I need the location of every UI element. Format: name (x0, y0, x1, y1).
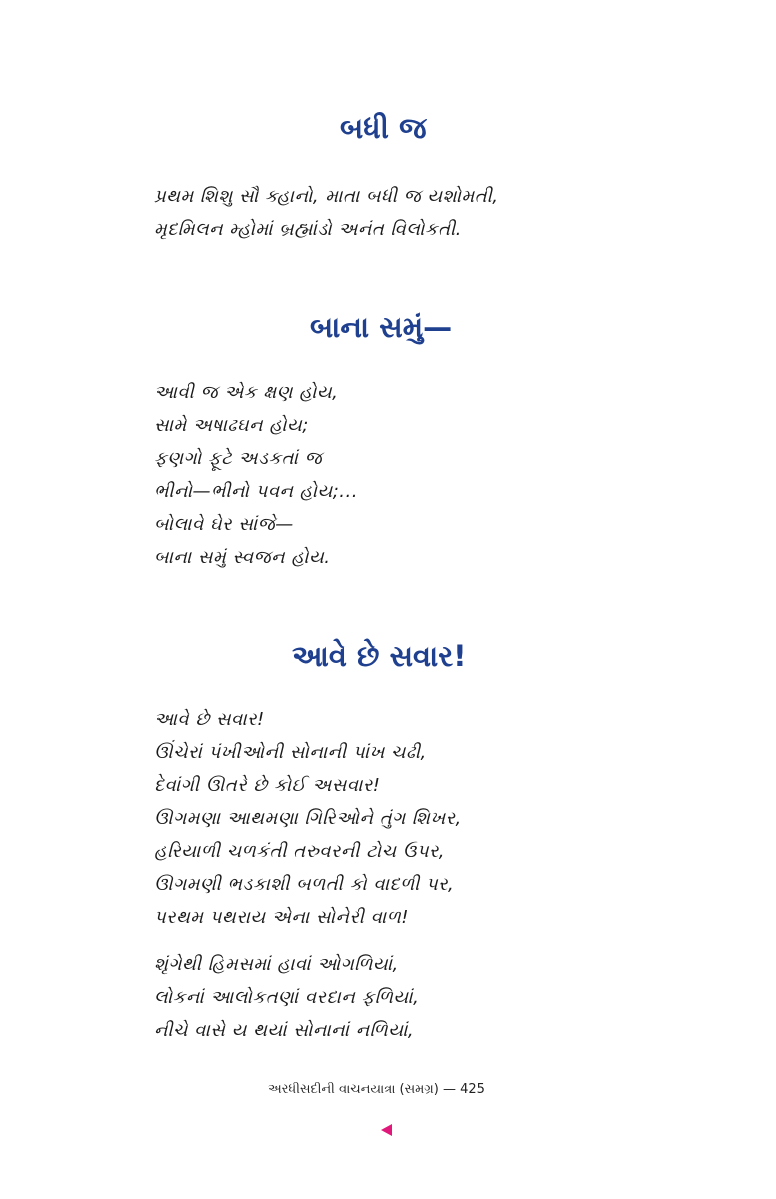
poem-title-bana-samu: બાના સમું— (310, 310, 453, 344)
poem-line: ભીનો—ભીનો પવન હોય;... (154, 481, 358, 502)
poem-3-stanza-1 (154, 703, 574, 934)
poem-line: મૃદમિલન મ્હોમાં બ્રહ્માંડો અનંત વિલોકતી. (154, 219, 462, 240)
poem-line: સામે અષાઢઘન હોય; (154, 415, 309, 436)
poem-line: ઊંચેરાં પંખીઓની સોનાની પાંખ ચઢી, (154, 742, 427, 763)
poem-title-aave-chhe-savar: આવે છે સવાર! (292, 639, 467, 673)
poem-line: આવી જ એક ક્ષણ હોય, (154, 382, 339, 403)
poem-3-stanza-2 (154, 948, 574, 1047)
poem-line: ફણગો ફૂટે અડકતાં જ (154, 448, 323, 469)
poem-line: શૃંગેથી હિમસમાં હાવાં ઓગળિયાં, (154, 954, 399, 975)
poem-1-stanza-1 (154, 180, 574, 246)
poem-line: ઊગમણી ભડકાશી બળતી કો વાદળી પર, (154, 874, 455, 895)
poem-line: પ્રથમ શિશુ સૌ ક્હાનો, માતા બધી જ યશોમતી, (154, 186, 499, 207)
poem-2-stanza-1 (154, 376, 574, 574)
poem-line: ઊગમણા આથમણા ગિરિઓને તુંગ શિખર, (154, 808, 462, 829)
poem-line: નીચે વાસે ય થયાં સોનાનાં નળિયાં, (154, 1020, 415, 1041)
page-footer: અરધીસદીની વાચનયાત્રા (સમગ્ર) — 425 (268, 1082, 485, 1097)
poem-line: પરથમ પથરાય એના સોનેરી વાળ! (154, 907, 409, 928)
poem-line: બોલાવે ઘેર સાંજે— (154, 514, 294, 535)
poem-line: દેવાંગી ઊતરે છે કોઈ અસવાર! (154, 775, 381, 796)
poem-line: આવે છે સવાર! (154, 709, 265, 730)
poem-line: હરિયાળી ચળકંતી તરુવરની ટોચ ઉપર, (154, 841, 446, 862)
poem-title-badhi-j: બધી જ (340, 111, 427, 145)
poem-line: બાના સમું સ્વજન હોય. (154, 547, 331, 568)
previous-page-arrow-icon[interactable] (381, 1124, 392, 1136)
poem-line: લોકનાં આલોકતણાં વરદાન ફળિયાં, (154, 987, 420, 1008)
